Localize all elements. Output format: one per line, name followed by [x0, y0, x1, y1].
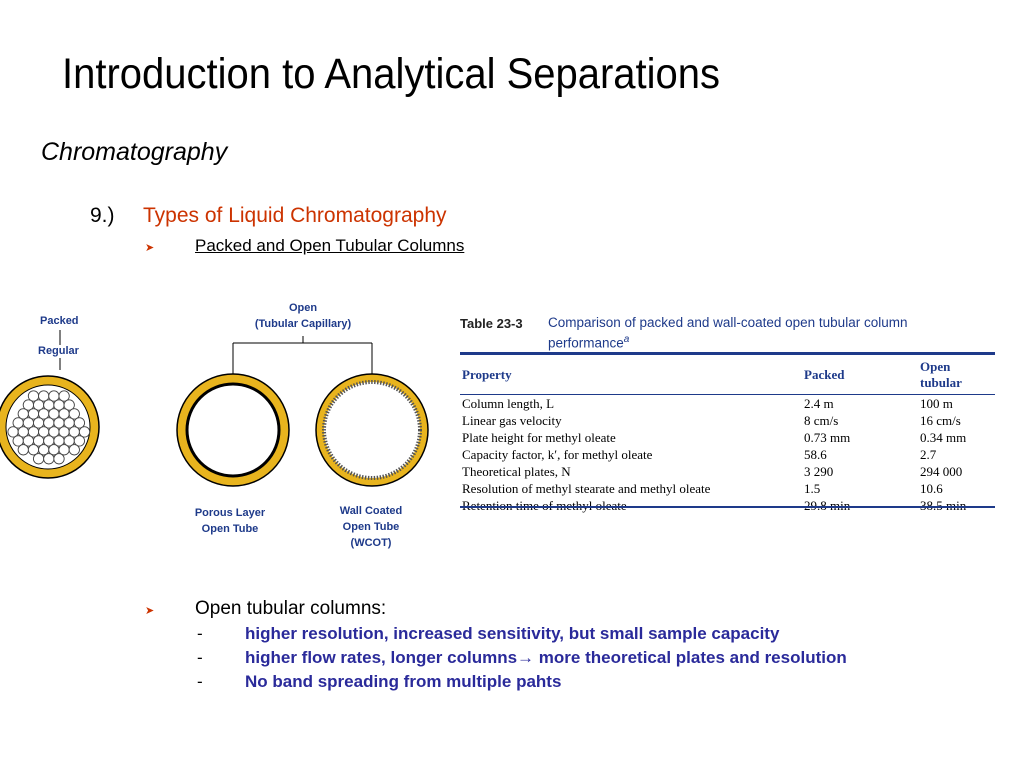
cell-open-tubular: 2.7: [920, 447, 937, 462]
header-open-tubular: Open tubular: [918, 357, 995, 395]
wcot-label-line1: Wall Coated: [339, 505, 403, 517]
subheading-open-tubular: Open tubular columns:: [195, 598, 387, 619]
bullet-flow-rates: [245, 648, 847, 668]
cell-open-tubular: 16 cm/s: [920, 413, 961, 428]
plot-label-line2: Open Tube: [201, 523, 259, 535]
table-caption: [548, 314, 928, 352]
table-row: [460, 412, 995, 429]
cell-packed: 3 290: [804, 464, 834, 479]
comparison-table: [460, 357, 995, 514]
plot-column-bore: [187, 384, 279, 476]
cell-packed: 0.73 mm: [804, 430, 851, 445]
table-header-row: [460, 357, 995, 395]
comparison-table-figure: [455, 308, 995, 518]
table-number: Table 23-3: [460, 316, 523, 331]
bullet-dash: -: [197, 672, 203, 691]
open-label: Open: [288, 302, 318, 314]
wcot-label-line2: Open Tube: [342, 521, 400, 533]
table-top-rule: [460, 352, 995, 355]
bullet-band-spreading: No band spreading from multiple pahts: [245, 672, 562, 691]
bullet-resolution: higher resolution, increased sensitivity, but small sample capacity: [245, 624, 780, 643]
bullet-flow-lead: higher flow rates, longer columns: [245, 648, 518, 667]
open-sublabel: (Tubular Capillary): [254, 318, 352, 330]
cell-packed: 58.6: [804, 447, 827, 462]
cell-property: Column length, L: [462, 396, 555, 411]
item-heading: Types of Liquid Chromatography: [143, 204, 447, 227]
packing-particle: [44, 454, 54, 464]
cell-open-tubular: 294 000: [920, 464, 963, 479]
cell-property: Capacity factor, k′, for methyl oleate: [462, 447, 653, 462]
bullet-dash: -: [197, 624, 203, 643]
slide-title: Introduction to Analytical Separations: [62, 50, 721, 98]
table-bottom-rule: [460, 506, 995, 508]
column-diagram: [0, 290, 440, 560]
table-row: [460, 463, 995, 480]
wcot-label-line3: (WCOT): [350, 537, 392, 549]
bullet-flow-result: more theoretical plates and resolution: [538, 648, 847, 667]
cell-open-tubular: 10.6: [920, 481, 943, 496]
cell-packed: 2.4 m: [804, 396, 834, 411]
bullet-arrow-icon: ➤: [145, 605, 155, 617]
table-row: [460, 395, 995, 413]
plot-label-line1: Porous Layer: [194, 507, 266, 519]
cell-open-tubular: 100 m: [920, 396, 953, 411]
packed-label: Packed: [40, 315, 79, 327]
cell-property: Linear gas velocity: [462, 413, 562, 428]
regular-label: Regular: [38, 345, 79, 357]
bullet-arrow-icon: ➤: [145, 242, 155, 254]
right-arrow-icon: →: [517, 648, 535, 667]
packing-particle: [33, 454, 43, 464]
cell-open-tubular: 0.34 mm: [920, 430, 967, 445]
cell-packed: 8 cm/s: [804, 413, 839, 428]
cell-property: Plate height for methyl oleate: [462, 430, 616, 445]
table-caption-footnote: a: [623, 334, 630, 345]
table-caption-text: Comparison of packed and wall-coated open tubular column performance: [548, 315, 908, 351]
bullet-dash: -: [197, 648, 203, 667]
packing-particle: [69, 445, 79, 455]
table-row: [460, 480, 995, 497]
section-subtitle: Chromatography: [41, 138, 228, 166]
cell-property: Resolution of methyl stearate and methyl oleate: [462, 481, 711, 496]
table-row: [460, 429, 995, 446]
header-packed: Packed: [802, 357, 918, 395]
item-number: 9.): [90, 204, 115, 227]
header-property: Property: [460, 357, 802, 395]
table-row: [460, 446, 995, 463]
packing-particle: [18, 445, 28, 455]
subheading-columns: Packed and Open Tubular Columns: [195, 236, 465, 255]
cell-property: Theoretical plates, N: [462, 464, 571, 479]
cell-packed: 1.5: [804, 481, 821, 496]
packing-particle: [54, 454, 64, 464]
